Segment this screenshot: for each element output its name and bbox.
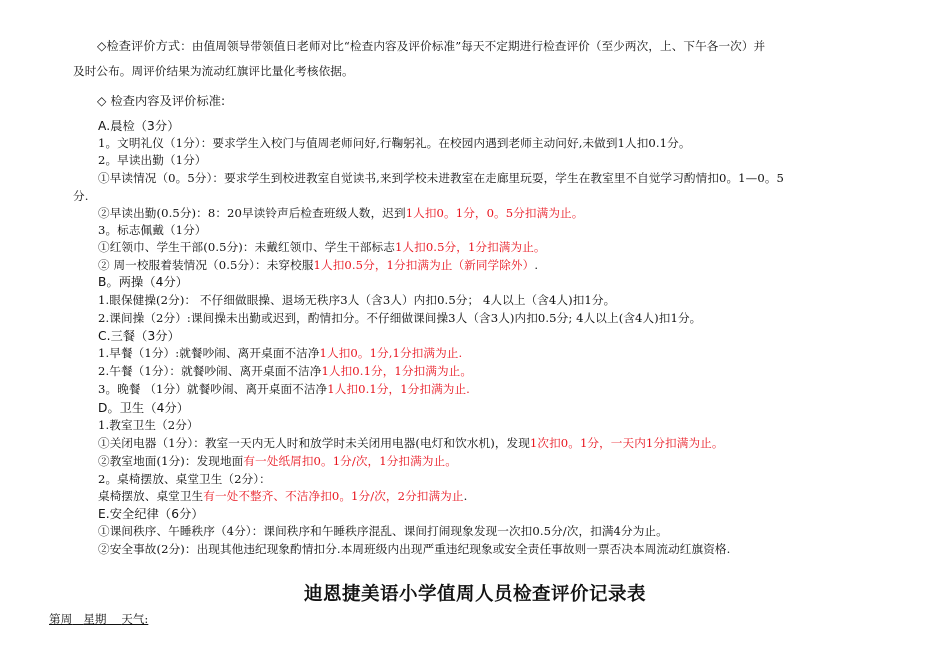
section-d-line-5-text: 桌椅摆放、桌堂卫生 [98,489,204,503]
section-a-line-7 [98,257,538,273]
section-d-line-2-penalty: 1次扣0。1分，一天内1分扣满为止。 [529,436,724,450]
section-a-line-4 [98,205,583,221]
section-a-line-6-text: ①红领巾、学生干部(0.5分)：未戴红领巾、学生干部标志 [98,240,395,254]
section-a-line-6 [98,239,546,255]
section-a-line-3: ①早读情况（0。5分）：要求学生到校进教室自觉读书,来到学校未进教室在走廊里玩耍，学生在教室里不自觉学习酌情扣0。1—0。5 [98,171,785,185]
section-a-line-7-text: ② 周一校服着装情况（0.5分）：未穿校服 [98,258,314,272]
method-text: ：由值周领导带领值日老师对比“检查内容及评价标准”每天不定期进行检查评价（至少两次，上、下午各一次）并 [180,39,766,53]
section-a-line-5: 3。标志佩戴（1分） [98,223,207,237]
method-line [97,38,765,54]
section-e-heading: E.安全纪律（6分） [98,507,204,521]
section-d-line-4: 2。桌椅摆放、桌堂卫生（2分）： [98,472,271,486]
section-a-line-4-penalty: 1人扣0。1分，0。5分扣满为止。 [405,206,584,220]
section-a-line-3b: 分. [73,189,89,203]
weekday-label: 星期 [83,612,107,626]
criteria-heading: ◇ 检查内容及评价标准: [97,94,226,108]
section-d-line-2-text: ①关闭电器（1分）：教室一天内无人时和放学时未关闭用电器(电灯和饮水机)，发现 [98,436,530,450]
method-line-2: 及时公布。周评价结果为流动红旗评比量化考核依据。 [73,64,354,78]
section-b-line-1: 1.眼保健操(2分)： 不仔细做眼操、退场无秩序3人（含3人）内扣0.5分； 4人以上（含4人)扣1分。 [98,293,616,307]
section-a-line-2: 2。早读出勤（1分） [98,153,207,167]
section-a-line-6-penalty: 1人扣0.5分，1分扣满为止。 [394,240,546,254]
section-d-line-2 [98,435,724,451]
section-d-heading: D。卫生（4分） [98,401,190,415]
section-b-heading: B。两操（4分） [98,275,189,289]
section-a-line-7-penalty: 1人扣0.5分，1分扣满为止（新同学除外） [313,258,535,272]
section-c-line-1-text: 1.早餐（1分）:就餐吵闹、离开桌面不洁净 [98,346,320,360]
section-d-line-3 [98,453,457,469]
section-d-line-1: 1.教室卫生（2分） [98,418,199,432]
section-a-line-4-text: ②早读出勤(0.5分)：8：20早读铃声后检查班级人数，迟到 [98,206,406,220]
table-title: 迪恩捷美语小学值周人员检查评价记录表 [303,584,646,605]
record-header-fields [49,611,148,627]
section-a-line-1: 1。文明礼仪（1分）：要求学生入校门与值周老师问好,行鞠躬礼。在校园内遇到老师主动问好,未做到1人扣0.1分。 [98,136,691,150]
section-d-line-3-penalty: 有一处纸屑扣0。1分/次，1分扣满为止。 [243,454,457,468]
section-a-heading: A.晨检（3分） [98,119,180,133]
section-a-line-7-end: . [534,258,539,272]
section-c-line-3 [98,381,470,397]
section-c-line-2-penalty: 1人扣0.1分，1分扣满为止。 [321,364,473,378]
section-c-line-3-penalty: 1人扣0.1分，1分扣满为止. [327,382,470,396]
section-c-heading: C.三餐（3分） [98,329,180,343]
section-d-line-5-end: . [463,489,468,503]
section-d-line-5 [98,488,467,504]
section-d-line-5-penalty: 有一处不整齐、不洁净扣0。1分/次，2分扣满为止 [203,489,464,503]
section-b-line-2: 2.课间操（2分）:课间操未出勤或迟到，酌情扣分。不仔细做课间操3人（含3人)内扣0.5分; 4人以上(含4人)扣1分。 [98,311,702,325]
section-d-line-3-text: ②教室地面(1分)：发现地面 [98,454,244,468]
section-c-line-1 [98,345,462,361]
section-e-line-1: ①课间秩序、午睡秩序（4分）：课间秩序和午睡秩序混乱、课间打闹现象发现一次扣0.5分/次，扣满4分为止。 [98,524,668,538]
weather-label: 天气: [121,612,149,626]
week-label: 第周 [49,612,73,626]
section-c-line-2 [98,363,472,379]
section-c-line-1-penalty: 1人扣0。1分,1分扣满为止. [319,346,463,360]
method-label: ◇检查评价方式 [97,39,181,53]
section-e-line-2: ②安全事故(2分)：出现其他违纪现象酌情扣分.本周班级内出现严重违纪现象或安全责任事故则一票否决本周流动红旗资格. [98,542,731,556]
section-c-line-2-text: 2.午餐（1分）：就餐吵闹、离开桌面不洁净 [98,364,322,378]
section-c-line-3-text: 3。晚餐 （1分）就餐吵闹、离开桌面不洁净 [98,382,328,396]
